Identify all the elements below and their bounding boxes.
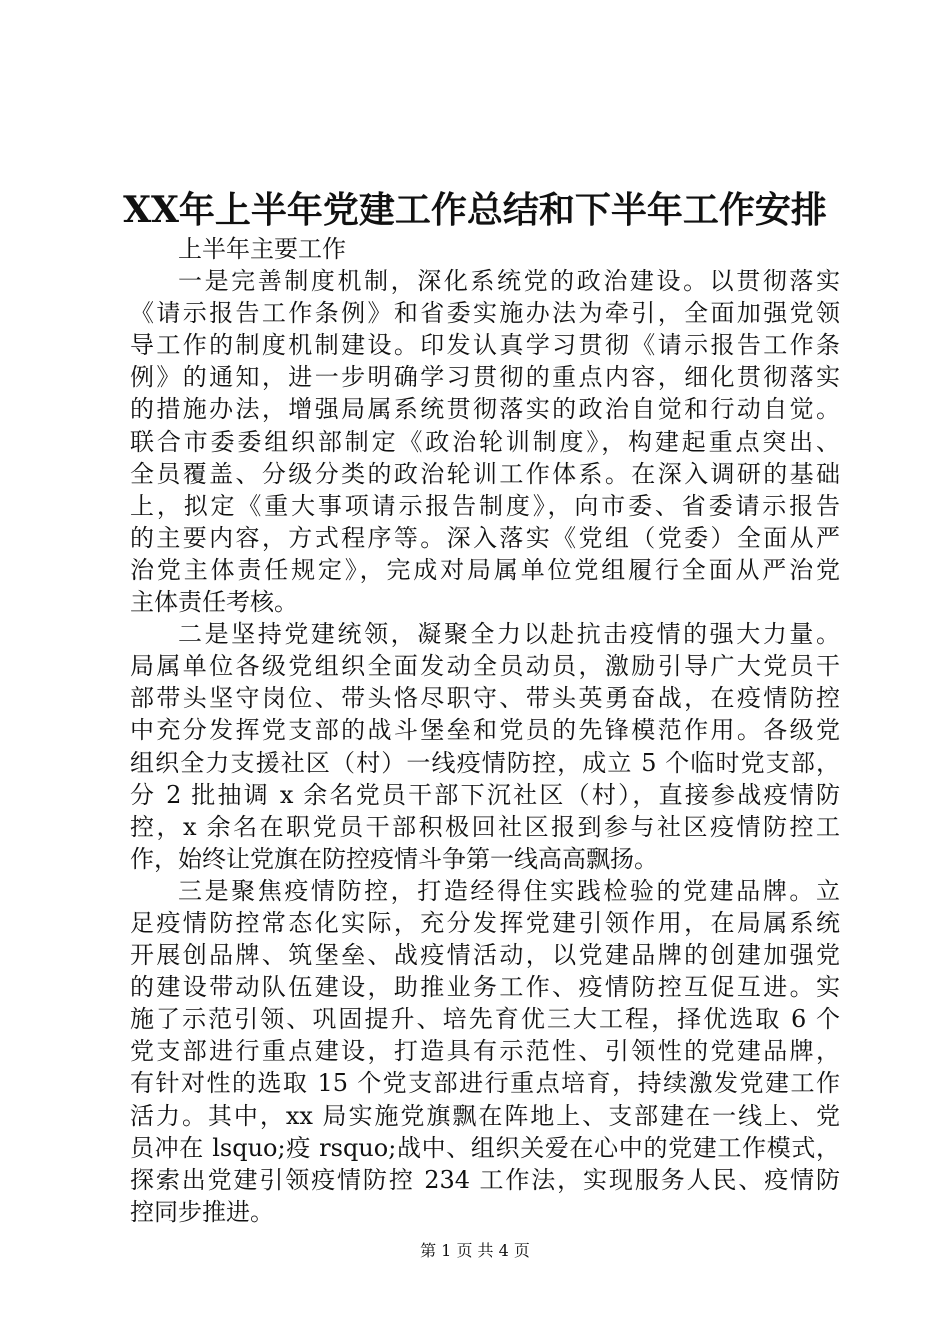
paragraph-line: 治党主体责任规定》，完成对局属单位党组履行全面从严治党	[130, 555, 840, 584]
paragraph-line: 一是完善制度机制，深化系统党的政治建设。以贯彻落实	[178, 267, 840, 296]
paragraph-line: 全员覆盖、分级分类的政治轮训工作体系。在深入调研的基础	[130, 459, 840, 488]
paragraph-2	[130, 618, 840, 875]
paragraph-line: 的措施办法，增强局属系统贯彻落实的政治自觉和行动自觉。	[130, 395, 840, 424]
paragraph-line: 的建设带动队伍建设，助推业务工作、疫情防控互促互进。实	[130, 973, 840, 1002]
paragraph-line: 联合市委委组织部制定《政治轮训制度》，构建起重点突出、	[130, 427, 840, 456]
paragraph-line: 组织全力支援社区（村）一线疫情防控，成立 5 个临时党支部，	[130, 748, 840, 777]
paragraph-line: 活力。其中，xx 局实施党旗飘在阵地上、支部建在一线上、党	[130, 1101, 840, 1130]
document-title: XX年上半年党建工作总结和下半年工作安排	[123, 189, 827, 231]
paragraph-line: 主体责任考核。	[130, 588, 298, 617]
paragraph-line: 探索出党建引领疫情防控 234 工作法，实现服务人民、疫情防	[130, 1165, 840, 1194]
paragraph-line: 分 2 批抽调 x 余名党员干部下沉社区（村），直接参战疫情防	[130, 780, 840, 809]
paragraph-line: 中充分发挥党支部的战斗堡垒和党员的先锋模范作用。各级党	[130, 716, 840, 745]
section-subheading: 上半年主要工作	[178, 235, 346, 263]
paragraph-line: 党支部进行重点建设，打造具有示范性、引领性的党建品牌，	[130, 1037, 840, 1066]
paragraph-1	[130, 265, 840, 618]
paragraph-line: 上，拟定《重大事项请示报告制度》，向市委、省委请示报告	[130, 491, 840, 520]
paragraph-3	[130, 875, 840, 1228]
page-number-footer: 第 1 页 共 4 页	[420, 1241, 530, 1260]
paragraph-line: 局属单位各级党组织全面发动全员动员，激励引导广大党员干	[130, 652, 840, 681]
paragraph-line: 二是坚持党建统领，凝聚全力以赴抗击疫情的强大力量。	[178, 620, 840, 649]
paragraph-line: 有针对性的选取 15 个党支部进行重点培育，持续激发党建工作	[130, 1069, 840, 1098]
document-body	[130, 233, 840, 1228]
paragraph-line: 例》的通知，进一步明确学习贯彻的重点内容，细化贯彻落实	[130, 363, 840, 392]
paragraph-line: 施了示范引领、巩固提升、培先育优三大工程，择优选取 6 个	[130, 1005, 840, 1034]
paragraph-line: 开展创品牌、筑堡垒、战疫情活动，以党建品牌的创建加强党	[130, 941, 840, 970]
paragraph-line: 作，始终让党旗在防控疫情斗争第一线高高飘扬。	[130, 844, 658, 873]
paragraph-line: 三是聚焦疫情防控，打造经得住实践检验的党建品牌。立	[178, 876, 840, 905]
paragraph-line: 控，x 余名在职党员干部积极回社区报到参与社区疫情防控工	[130, 812, 840, 841]
paragraph-line: 足疫情防控常态化实际，充分发挥党建引领作用，在局属系统	[130, 908, 840, 937]
paragraph-line: 部带头坚守岗位、带头恪尽职守、带头英勇奋战，在疫情防控	[130, 684, 840, 713]
paragraph-line: 的主要内容，方式程序等。深入落实《党组（党委）全面从严	[130, 523, 840, 552]
paragraph-line: 导工作的制度机制建设。印发认真学习贯彻《请示报告工作条	[130, 331, 840, 360]
paragraph-line: 控同步推进。	[130, 1197, 274, 1226]
paragraph-line: 《请示报告工作条例》和省委实施办法为牵引，全面加强党领	[130, 299, 840, 328]
paragraph-line: 员冲在 lsquo;疫 rsquo;战中、组织关爱在心中的党建工作模式，	[130, 1133, 840, 1162]
